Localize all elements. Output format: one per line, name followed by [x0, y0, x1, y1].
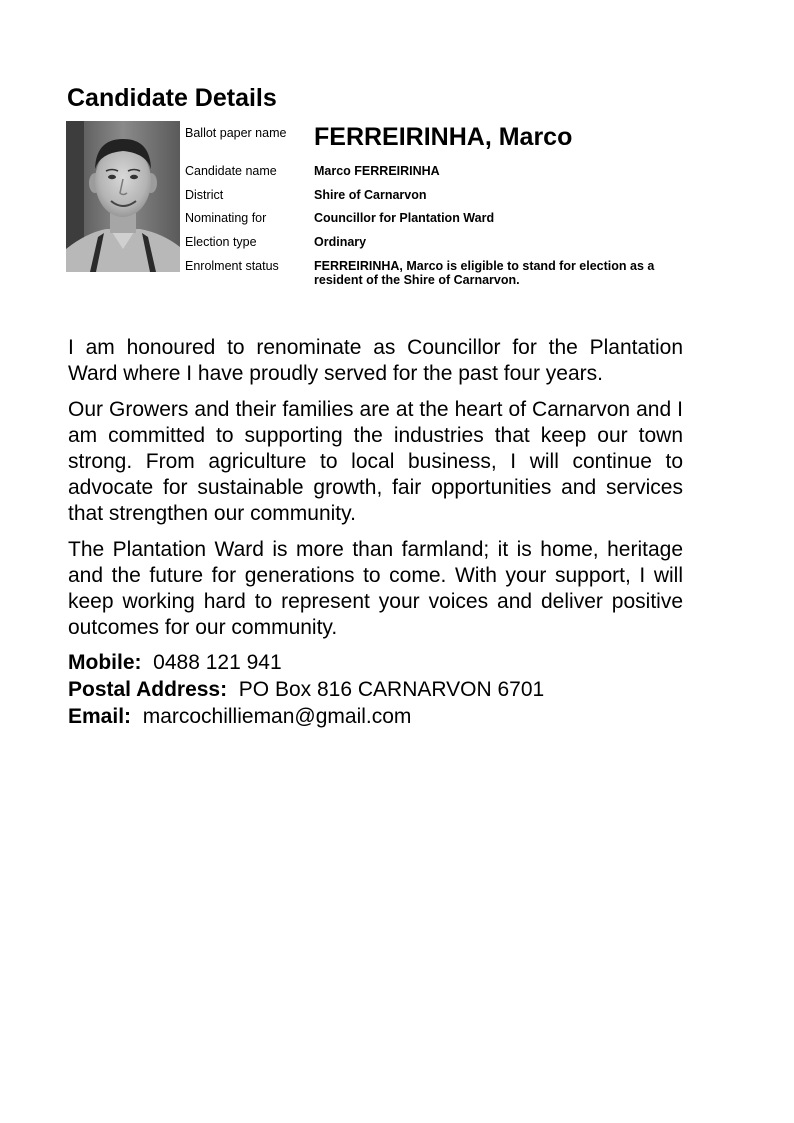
candidate-statement [68, 335, 683, 641]
candidate-photo [66, 121, 180, 272]
enrolment-status-value: FERREIRINHA, Marco is eligible to stand for election as a resident of the Shire of Carnarvon. [314, 259, 655, 287]
election-type-value: Ordinary [314, 235, 367, 249]
postal-address-label: Postal Address: [68, 678, 228, 701]
mobile-row [68, 649, 544, 676]
statement-paragraph: The Plantation Ward is more than farmland; it is home, heritage and the future for generations to come. With your support, I will keep working hard to represent your voices and deliver positive outcomes for our community. [68, 538, 683, 639]
district-value: Shire of Carnarvon [314, 188, 427, 202]
ballot-paper-name-value: FERREIRINHA, Marco [314, 123, 573, 151]
ballot-paper-name-label: Ballot paper name [185, 126, 287, 140]
candidate-portrait-icon [66, 121, 180, 272]
enrolment-status-label: Enrolment status [185, 259, 279, 273]
email-row [68, 703, 544, 730]
email-value: marcochillieman@gmail.com [142, 705, 412, 728]
election-type-label: Election type [185, 235, 257, 249]
nominating-for-label: Nominating for [185, 211, 267, 225]
contact-details [68, 649, 544, 730]
mobile-label: Mobile: [68, 651, 142, 674]
statement-paragraph: I am honoured to renominate as Councillor for the Plantation Ward where I have proudly served for the past four years. [68, 336, 683, 385]
email-label: Email: [68, 705, 132, 728]
mobile-value: 0488 121 941 [153, 651, 282, 674]
nominating-for-value: Councillor for Plantation Ward [314, 211, 495, 225]
statement-paragraph: Our Growers and their families are at the heart of Carnarvon and I am committed to supporting the industries that keep our town strong. From agriculture to local business, I will continue to advocate for sustainable growth, fair opportunities and services that strengthen our community. [68, 398, 683, 525]
page-title: Candidate Details [67, 84, 277, 112]
postal-address-row [68, 676, 544, 703]
candidate-name-label: Candidate name [185, 164, 277, 178]
candidate-name-value: Marco FERREIRINHA [314, 164, 440, 178]
district-label: District [185, 188, 224, 202]
postal-address-value: PO Box 816 CARNARVON 6701 [238, 678, 545, 701]
